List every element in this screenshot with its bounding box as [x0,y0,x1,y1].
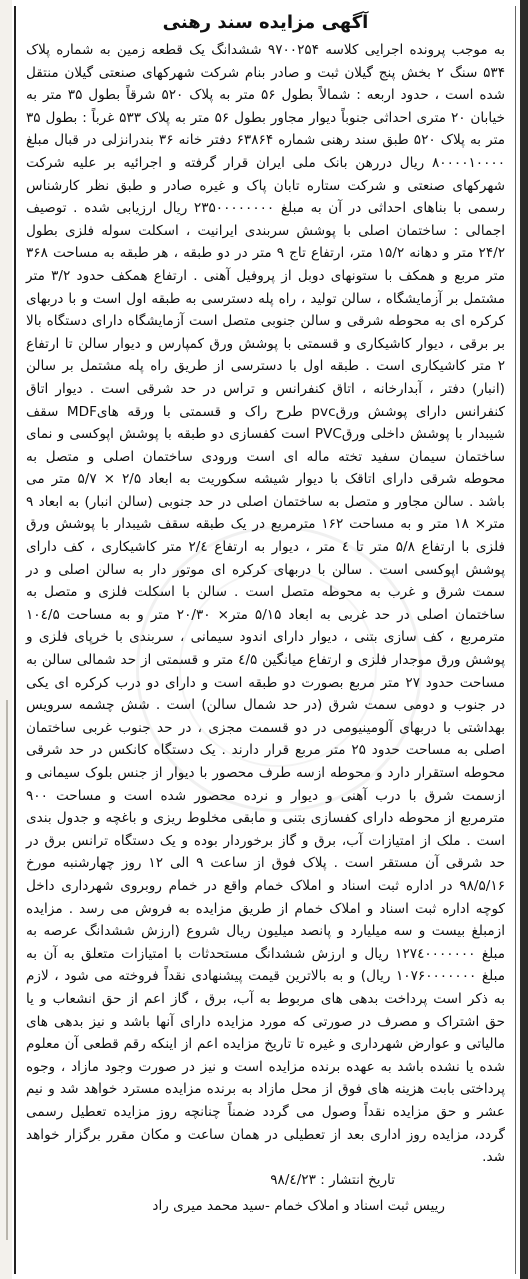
auction-notice [14,6,516,1274]
notice-body: به موجب پرونده اجرایی کلاسه ۹۷۰۰۲۵۴ ششدانگ یک قطعه زمین به شماره پلاک ۵۳۴ سنگ ۲ بخش پنج گیلان ثبت و صادر بنام شرکت شهرکهای صنعتی گیلان منتقل شده است ، حدود اربعه : شمالاً بطول ۵۶ متر به پلاک ۵۲۰ شرقاً بطول ۳۵ متر به خیابان ۲۰ متری احداثی جنوباً دیوار مجاور بطول ۵۶ متر به پلاک ۵۳۳ غرباً : بطول ۳۵ متر به پلاک ۵۲۰ طبق سند رهنی شماره ۶۳۸۶۴ دفتر خانه ۳۶ بندرانزلی در قبال مبلغ ۸۰۰۰۰۱۰۰۰۰ ریال دررهن بانک ملی ایران قرار گرفته و اجرائیه بر علیه شرکت شهرکهای صنعتی و شرکت ستاره تابان پاک و غیره صادر و طبق نظر کارشناس رسمی با بناهای احداثی در آن به مبلغ ۲۳۵۰۰۰۰۰۰۰۰ ریال ارزیابی شده . توصیف اجمالی : ساختمان اصلی با پوشش سربندی ایرانیت ، اسکلت سوله فلزی بطول ۲۴/۲ متر و دهانه ۱۵/۲ متر، ارتفاع تاج ۹ متر در دو طبقه ، هر طبقه به مساحت ۳۶۸ متر مربع و همکف با ستونهای دوبل از پروفیل آهنی . ارتفاع همکف حدود ۳/۲ متر مشتمل بر آزمایشگاه ، سالن تولید ، راه پله دسترسی به طبقه اول است و با دربهای کرکره ای به محوطه شرقی و سالن جنوبی متصل است آزمایشگاه دارای دستگاه بالا بر برقی ، دیوار کاشیکاری و قسمتی با پوشش ورق کمپارس و دیوار سالن تا ارتفاع ۲ متر کاشیکاری است . طبقه اول با دسترسی از طریق راه پله مشتمل بر سالن (انبار) دفتر ، آبدارخانه ، اتاق کنفرانس و تراس در حد شرقی است . دیوار اتاق کنفرانس دارای پوشش ورقpvc طرح راک و قسمتی با ورقه هایMDF سقف شیبدار با پوشش داخلی ورقPVC است کفسازی دو طبقه با پوشش اپوکسی و نمای ساختمان سیمان سفید تخته ماله ای است ورودی ساختمان اصلی و متصل به محوطه شرقی دارای اتاقک با دیوار شیشه سکوریت به ابعاد ۲/۵ × ۵/۷ متر می باشد . سالن مجاور و متصل به ساختمان اصلی در حد جنوبی (سالن انبار) به ابعاد ۹ متر× ۱۸ متر و به مساحت ۱۶۲ مترمربع در یک طبقه سقف شیبدار با پوشش ورق فلزی با ارتفاع ۵/۸ متر تا ٤ متر ، دیوار به ارتفاع ۲/٤ متر کاشیکاری ، کف دارای پوشش اپوکسی است . سالن با دربهای کرکره ای موتور دار به سالن اصلی و در سمت شرق و غرب به محوطه متصل است . سالن با اسکلت فلزی و متصل به ساختمان اصلی در حد غربی به ابعاد ۵/۱۵ متر× ۲۰/۳۰ متر و به مساحت ۱۰٤/۵ مترمربع ، کف سازی بتنی ، دیوار دارای اندود سیمانی ، سربندی با خرپای فلزی و پوشش ورق موجدار فلزی و ارتفاع میانگین ٤/۵ متر و قسمتی از حد شمالی سالن به مساحت حدود ۲۷ متر مربع بصورت دو طبقه است و دارای دو درب کرکره ای یکی در جنوب و دومی سمت شرق (در حد شمال سالن) است . شش چشمه سرویس بهداشتی با دربهای آلومینیومی در دو قسمت مجزی ، در حد جنوب غربی ساختمان اصلی به مساحت حدود ۲۵ متر مربع قرار دارند . یک دستگاه کانکس در حد شرقی محوطه استقرار دارد و محوطه ازسه طرف محصور با دیوار از جنس بلوک سیمانی و ازسمت شرق با درب آهنی و دیوار و نرده محصور شده است و مساحت ۹۰۰ مترمربع از محوطه دارای کفسازی بتنی و مابقی مخلوط ریزی و باغچه و جدول بندی است . ملک از امتیازات آب، برق و گاز برخوردار بوده و یک دستگاه ترانس برق در حد شرقی آن مستقر است . پلاک فوق از ساعت ۹ الی ۱۲ روز چهارشنبه مورخ ۹۸/۵/۱۶ در اداره ثبت اسناد و املاک خمام واقع در خمام روبروی شهرداری داخل کوچه اداره ثبت اسناد و املاک خمام از طریق مزایده به فروش می رسد . مزایده ازمبلغ بیست و سه میلیارد و پانصد میلیون ریال شروع (ارزش ششدانگ عرصه به مبلغ ۱۲۷٤۰۰۰۰۰۰۰ ریال و ارزش ششدانگ مستحدثات با امتیازات متعلق به آن به مبلغ ۱۰۷۶۰۰۰۰۰۰۰ ریال) و به بالاترین قیمت پیشنهادی نقداً فروخته می شود ، لازم به ذکر است پرداخت بدهی های مربوط به آب، برق ، گاز اعم از حق انشعاب و یا حق اشتراک و مصرف در صورتی که مورد مزایده دارای آنها باشد و نیز بدهی های مالیاتی و عوارض شهرداری و غیره تا تاریخ مزایده اعم از اینکه رقم قطعی آن معلوم شده یا نشده باشد به عهده برنده مزایده است و نیز در صورت وجود مازاد ، وجوه پرداختی بابت هزینه های فوق از محل مازاد به برنده مزایده مسترد خواهد شد و نیم عشر و حق مزایده نقداً وصول می گردد ضمناً چنانچه روز مزایده تعطیل رسمی گردد، مزایده روز اداری بعد از تعطیلی در همان ساعت و مکان مقرر برگزار خواهد شد. [26,42,506,1166]
signature-line: رییس ثبت اسناد و املاک خمام -سید محمد میری راد [152,1197,445,1214]
adjacent-page-edge-right [520,0,528,1279]
notice-title: آگهی مزایده سند رهنی [162,12,369,33]
publish-date: تاریخ انتشار : ۹۸/٤/۲۳ [270,1171,395,1188]
adjacent-page-edge-left [0,0,12,1279]
